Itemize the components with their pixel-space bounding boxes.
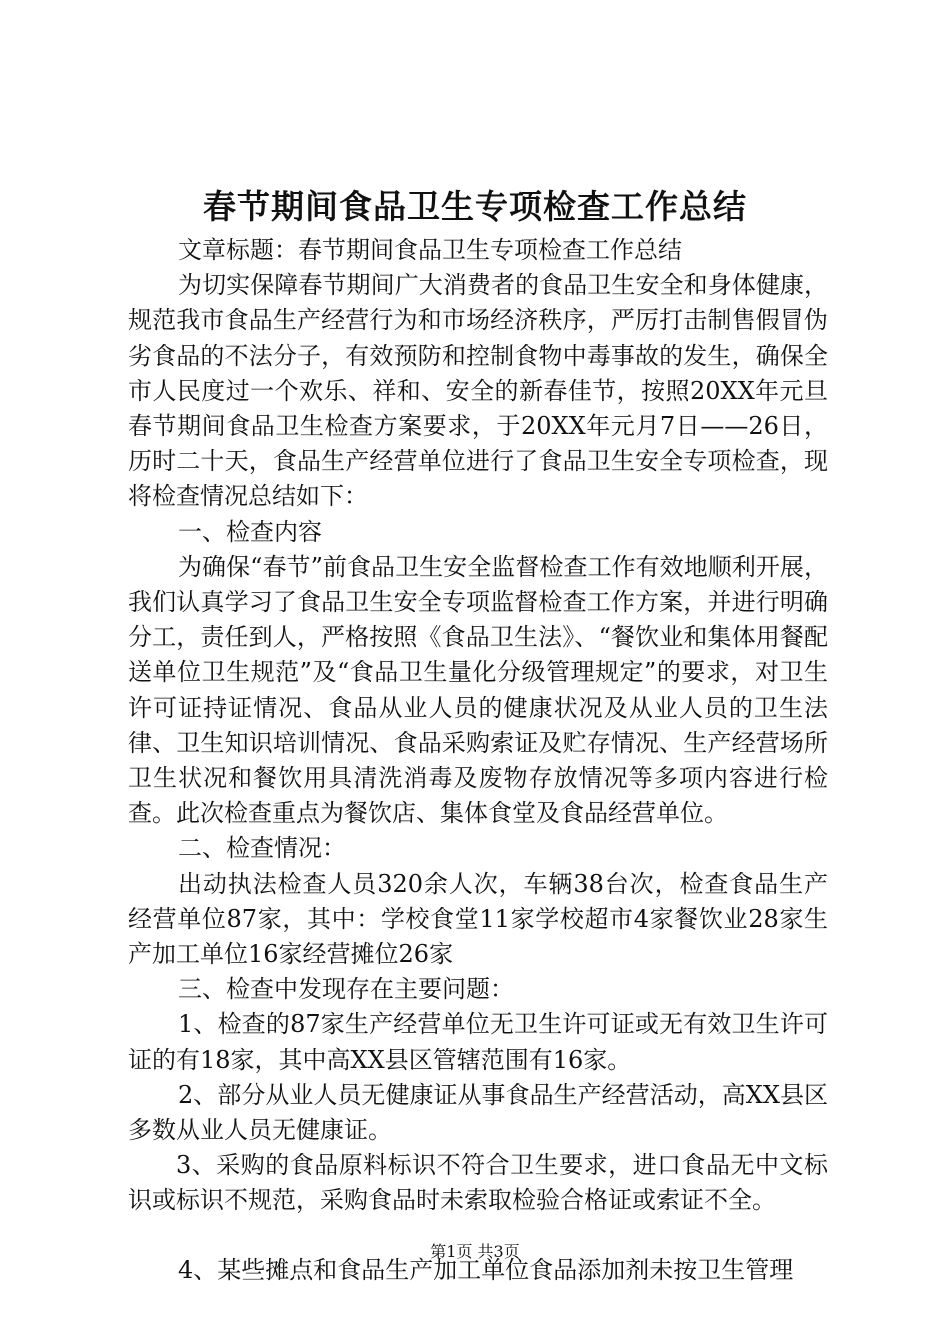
section-1-paragraph: 为确保“春节”前食品卫生安全监督检查工作有效地顺利开展，我们认真学习了食品卫生安全专项监督检查工作方案，并进行明确分工，责任到人，严格按照《食品卫生法》、“餐饮业和集体用餐配送单位卫生规范”及“食品卫生量化分级管理规定”的要求，对卫生许可证持证情况、食品从业人员的健康状况及从业人员的卫生法律、卫生知识培训情况、食品采购索证及贮存情况、生产经营场所卫生状况和餐饮用具清洗消毒及废物存放情况等多项内容进行检查。此次检查重点为餐饮店、集体食堂及食品经营单位。 <box>128 552 828 828</box>
document-title: 春节期间食品卫生专项检查工作总结 <box>203 187 747 226</box>
intro-paragraph: 为切实保障春节期间广大消费者的食品卫生安全和身体健康，规范我市食品生产经营行为和市场经济秩序，严厉打击制售假冒伪劣食品的不法分子，有效预防和控制食物中毒事故的发生，确保全市人民度过一个欢乐、祥和、安全的新春佳节，按照20XX年元旦春节期间食品卫生检查方案要求，于20XX年元月7日——26日，历时二十天，食品生产经营单位进行了食品卫生安全专项检查，现将检查情况总结如下： <box>128 271 828 511</box>
section-heading-2: 二、检查情况： <box>178 834 346 863</box>
document-body <box>128 233 828 1288</box>
section-heading-3: 三、检查中发现存在主要问题： <box>178 975 514 1004</box>
section-2-paragraph: 出动执法检查人员320余人次，车辆38台次，检查食品生产经营单位87家，其中：学校食堂11家学校超市4家餐饮业28家生产加工单位16家经营摊位26家 <box>128 869 828 969</box>
problem-item-2: 2、部分从业人员无健康证从事食品生产经营活动，高XX县区多数从业人员无健康证。 <box>128 1080 828 1145</box>
problem-item-4: 4、某些摊点和食品生产加工单位食品添加剂未按卫生管理 <box>178 1255 794 1284</box>
page-number-footer: 第1页 共3页 <box>430 1242 520 1261</box>
article-title-line: 文章标题：春节期间食品卫生专项检查工作总结 <box>178 236 682 264</box>
problem-item-1: 1、检查的87家生产经营单位无卫生许可证或无有效卫生许可证的有18家，其中高XX县区管辖范围有16家。 <box>128 1010 828 1074</box>
section-heading-1: 一、检查内容 <box>178 517 322 546</box>
problem-item-3: 3、采购的食品原料标识不符合卫生要求，进口食品无中文标识或标识不规范，采购食品时未索取检验合格证或索证不全。 <box>128 1151 828 1215</box>
